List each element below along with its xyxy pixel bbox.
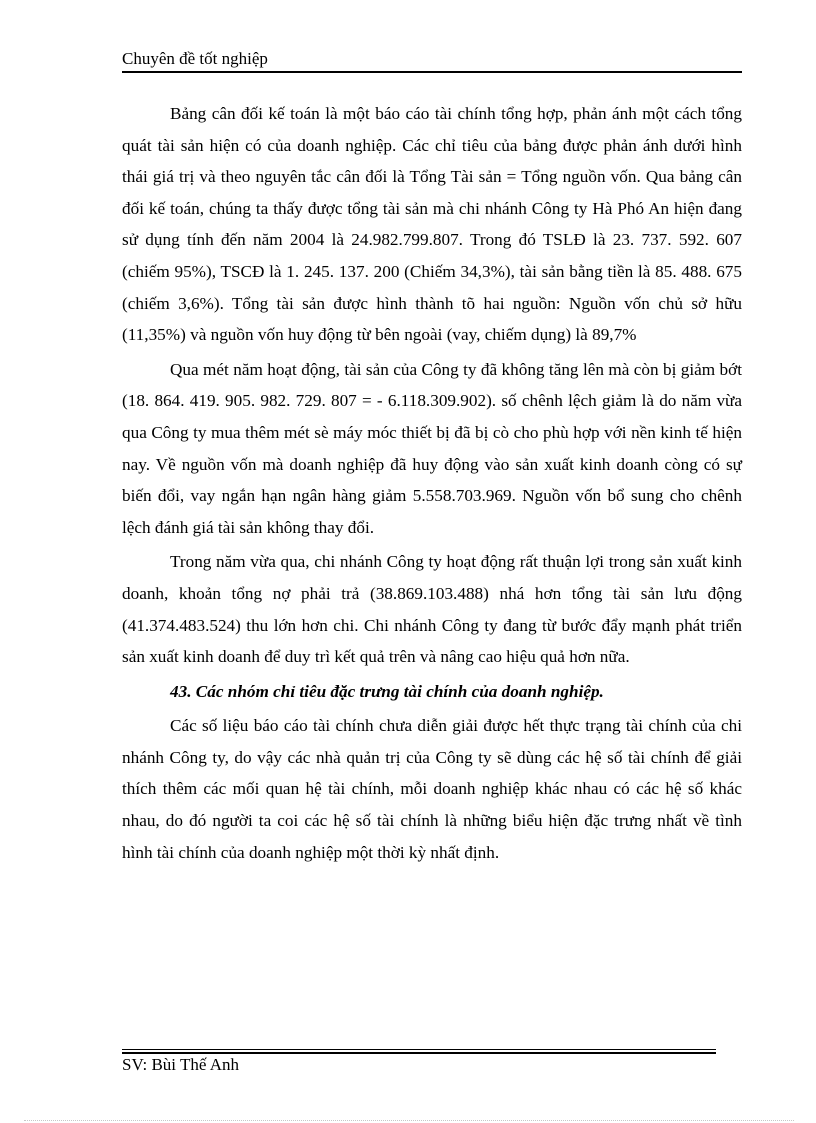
paragraph-business-results: Trong năm vừa qua, chi nhánh Công ty hoạt động rất thuận lợi trong sản xuất kinh doanh, khoản tổng nợ phải trả (38.869.103.488) nhá hơn tổng tài sản lưu động (41.374.483.524) thu lớn hơn chi. Chi nhánh Công ty đang từ bước đẩy mạnh phát triển sản xuất kinh doanh để duy trì kết quả trên và nâng cao hiệu quả hơn nữa.: [122, 552, 742, 667]
paragraph-balance-sheet: Bảng cân đối kế toán là một báo cáo tài chính tổng hợp, phản ánh một cách tổng quát tài sản hiện có của doanh nghiệp. Các chỉ tiêu của bảng được phản ánh dưới hình thái giá trị và theo nguyên tắc cân đối là Tổng Tài sản = Tổng nguồn vốn. Qua bảng cân đối kế toán, chúng ta thấy được tổng tài sản mà chi nhánh Công ty Hà Phó An hiện đang sử dụng tính đến năm 2004 là 24.982.799.807. Trong đó TSLĐ là 23. 737. 592. 607 (chiếm 95%), TSCĐ là 1. 245. 137. 200 (Chiếm 34,3%), tài sản bằng tiền là 85. 488. 675 (chiếm 3,6%). Tổng tài sản được hình thành tõ hai nguồn: Nguồn vốn chủ sở hữu (11,35%) và nguồn vốn huy động từ bên ngoài (vay, chiếm dụng) là 89,7%: [122, 104, 742, 345]
header-divider: [122, 71, 742, 73]
paragraph-operations-year: Qua mét năm hoạt động, tài sản của Công ty đã không tăng lên mà còn bị giảm bớt (18. 864. 419. 905. 982. 729. 807 = - 6.118.309.902). số chênh lệch giảm là do năm vừa qua Công ty mua thêm mét sè máy móc thiết bị đã bị cò cho phù hợp với nền kinh tế hiện nay. Về nguồn vốn mà doanh nghiệp đã huy động vào sản xuất kinh doanh còng có sự biến đổi, vay ngắn hạn ngân hàng giảm 5.558.703.969. Nguồn vốn bổ sung cho chênh lệch đánh giá tài sản không thay đổi.: [122, 359, 742, 537]
paragraph-financial-ratios: Các số liệu báo cáo tài chính chưa diễn giải được hết thực trạng tài chính của chi nhánh Công ty, do vậy các nhà quản trị của Công ty sẽ dùng các hệ số tài chính để giải thích thêm các mối quan hệ tài chính, mỗi doanh nghiệp khác nhau có các hệ số khác nhau, do đó người ta coi các hệ số tài chính là những biểu hiện đặc trưng nhất về tình hình tài chính của doanh nghiệp một thời kỳ nhất định.: [122, 716, 742, 862]
footer-divider-top: [122, 1049, 716, 1050]
header-title: Chuyên đề tốt nghiệp: [122, 49, 268, 68]
page-header: [122, 46, 742, 72]
document-body: [122, 98, 742, 871]
page-footer: [122, 1052, 239, 1078]
section-heading: 43. Các nhóm chỉ tiêu đặc trưng tài chính của doanh nghiệp.: [170, 681, 604, 701]
footer-student-name: SV: Bùi Thế Anh: [122, 1055, 239, 1074]
page-bottom-edge: [24, 1120, 794, 1121]
